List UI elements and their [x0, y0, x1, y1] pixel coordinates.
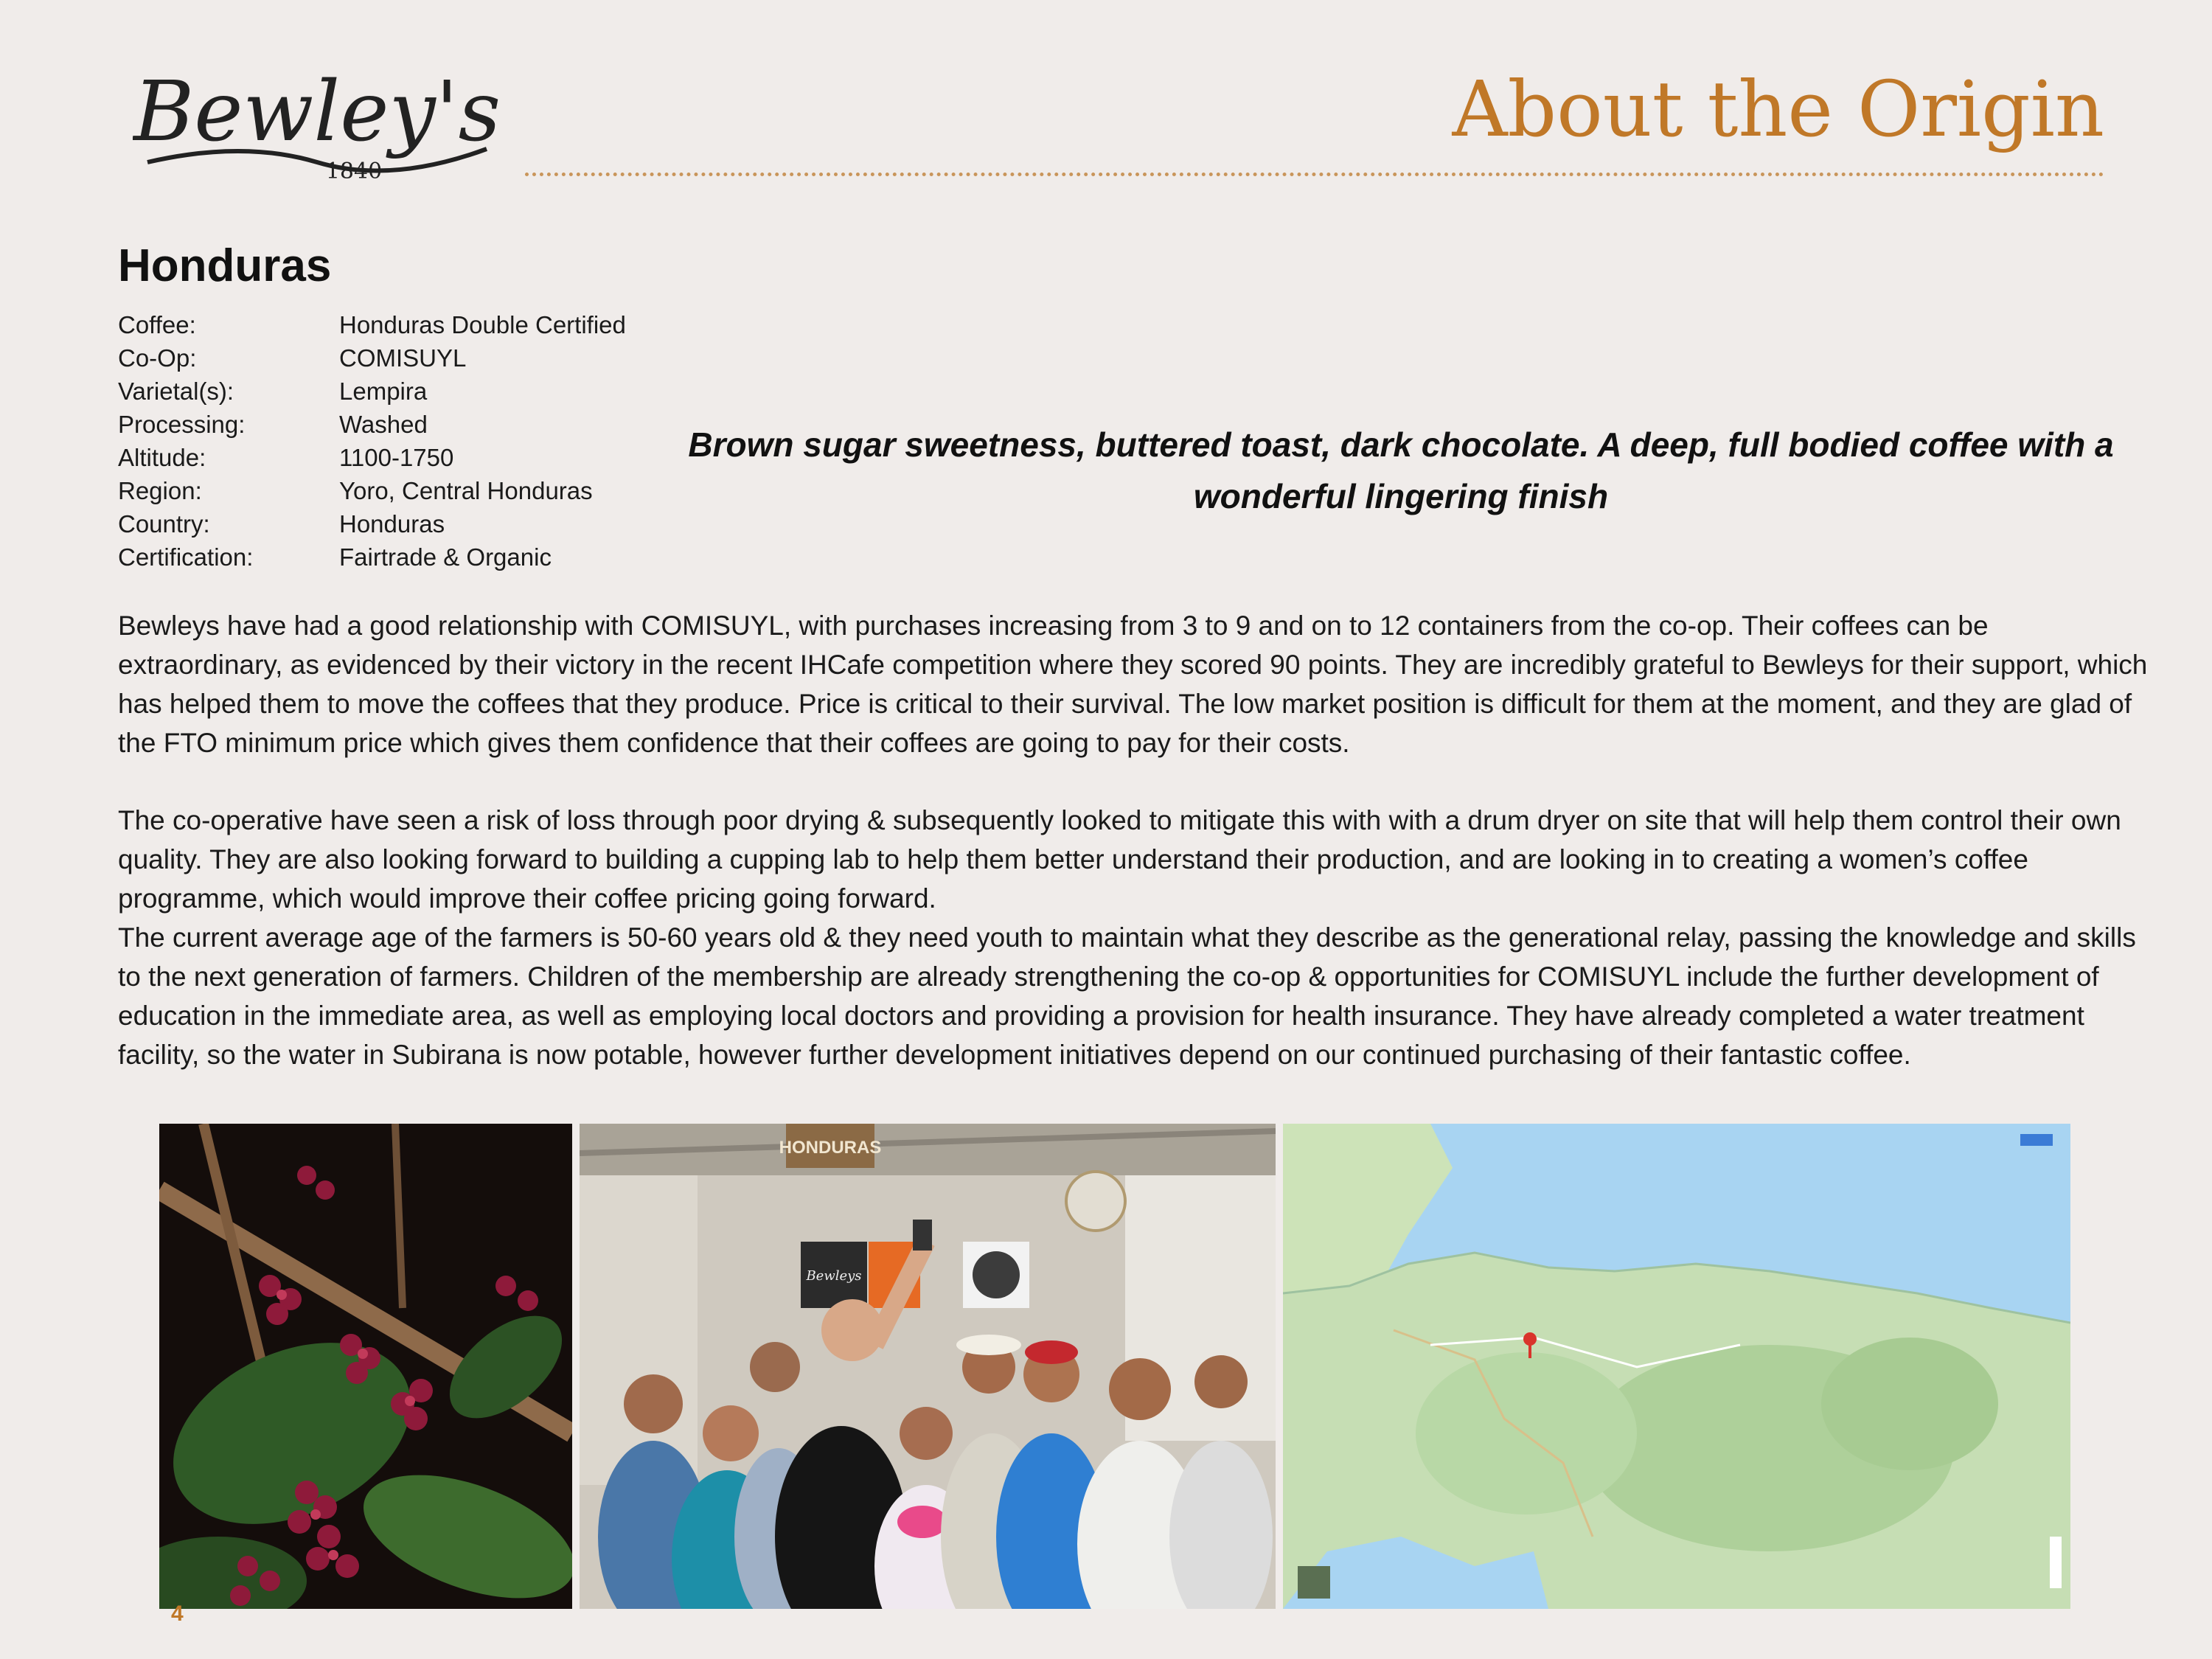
detail-label: Varietal(s):	[118, 377, 234, 405]
logo-year: 1840	[325, 159, 383, 184]
detail-row-coffee	[118, 308, 626, 341]
honduras-map	[1283, 1124, 2070, 1609]
detail-value: COMISUYL	[339, 344, 467, 372]
detail-label: Country:	[118, 509, 210, 538]
detail-value: 1100-1750	[339, 443, 454, 471]
honduras-banner-text: HONDURAS	[779, 1138, 882, 1158]
page-number: 4	[171, 1601, 184, 1626]
detail-value: Lempira	[339, 377, 428, 405]
detail-label: Co-Op:	[118, 344, 197, 372]
detail-row-country	[118, 507, 626, 540]
detail-value: Honduras	[339, 509, 445, 538]
story-paragraph: The co-operative have seen a risk of loss through poor drying & subsequently looked to mitigate this with with a drum dryer on site that will help them control their own quality. They are also looking forward to building a cupping lab to help them better understand their production, and are looking in to creating a women’s coffee programme, which would improve their coffee pricing going forward.	[118, 805, 2121, 914]
story-paragraph: Bewleys have had a good relationship with COMISUYL, with purchases increasing from 3 to 9 and on to 12 containers from the co-op. Their coffees can be extraordinary, as evidenced by their victory in the recent IHCafe competition where they scored 90 points. They are incredibly grateful to Bewleys for their support, which has helped them to move the coffees that they produce. Price is critical to their survival. The low market position is difficult for them at the moment, and they are glad of the FTO minimum price which gives them confidence that their coffees are going to pay for their costs.	[118, 611, 2148, 758]
detail-label: Coffee:	[118, 310, 196, 338]
origin-story	[118, 606, 2153, 1074]
story-paragraph: The current average age of the farmers is 50-60 years old & they need youth to maintain what they describe as the generational relay, passing the knowledge and skills to the next generation of farmers. Children of the membership are already strengthening the co-op & opportunities for COMISUYL include the further development of education in the immediate area, as well as employing local doctors and providing a provision for health insurance. They have already completed a water treatment facility, so the water in Subirana is now potable, however further development initiatives depend on our continued purchasing of their fantastic coffee.	[118, 922, 2136, 1070]
detail-label: Region:	[118, 476, 202, 504]
page-title: About the Origin	[1452, 64, 2104, 154]
tasting-notes: Brown sugar sweetness, buttered toast, dark chocolate. A deep, full bodied coffee with a wonderful lingering finish	[688, 425, 2114, 515]
detail-row-varietal	[118, 375, 626, 408]
country-heading: Honduras	[118, 240, 332, 291]
detail-row-region	[118, 474, 626, 507]
title-divider	[525, 173, 2104, 176]
detail-row-processing	[118, 408, 626, 441]
bewleys-poster-text: Bewleys	[806, 1268, 862, 1284]
detail-value: Fairtrade & Organic	[339, 543, 552, 571]
detail-value: Honduras Double Certified	[339, 310, 626, 338]
coffee-details-list	[118, 308, 626, 574]
detail-label: Processing:	[118, 410, 246, 438]
detail-row-coop	[118, 341, 626, 375]
detail-label: Altitude:	[118, 443, 206, 471]
detail-row-certification	[118, 540, 626, 574]
coop-group-photo	[580, 1124, 1276, 1609]
detail-value: Washed	[339, 410, 428, 438]
coffee-cherries-photo	[159, 1124, 572, 1609]
bewleys-logo	[133, 52, 501, 192]
detail-row-altitude	[118, 441, 626, 474]
logo-wordmark: Bewley's	[133, 64, 501, 160]
detail-value: Yoro, Central Honduras	[339, 476, 593, 504]
detail-label: Certification:	[118, 543, 254, 571]
